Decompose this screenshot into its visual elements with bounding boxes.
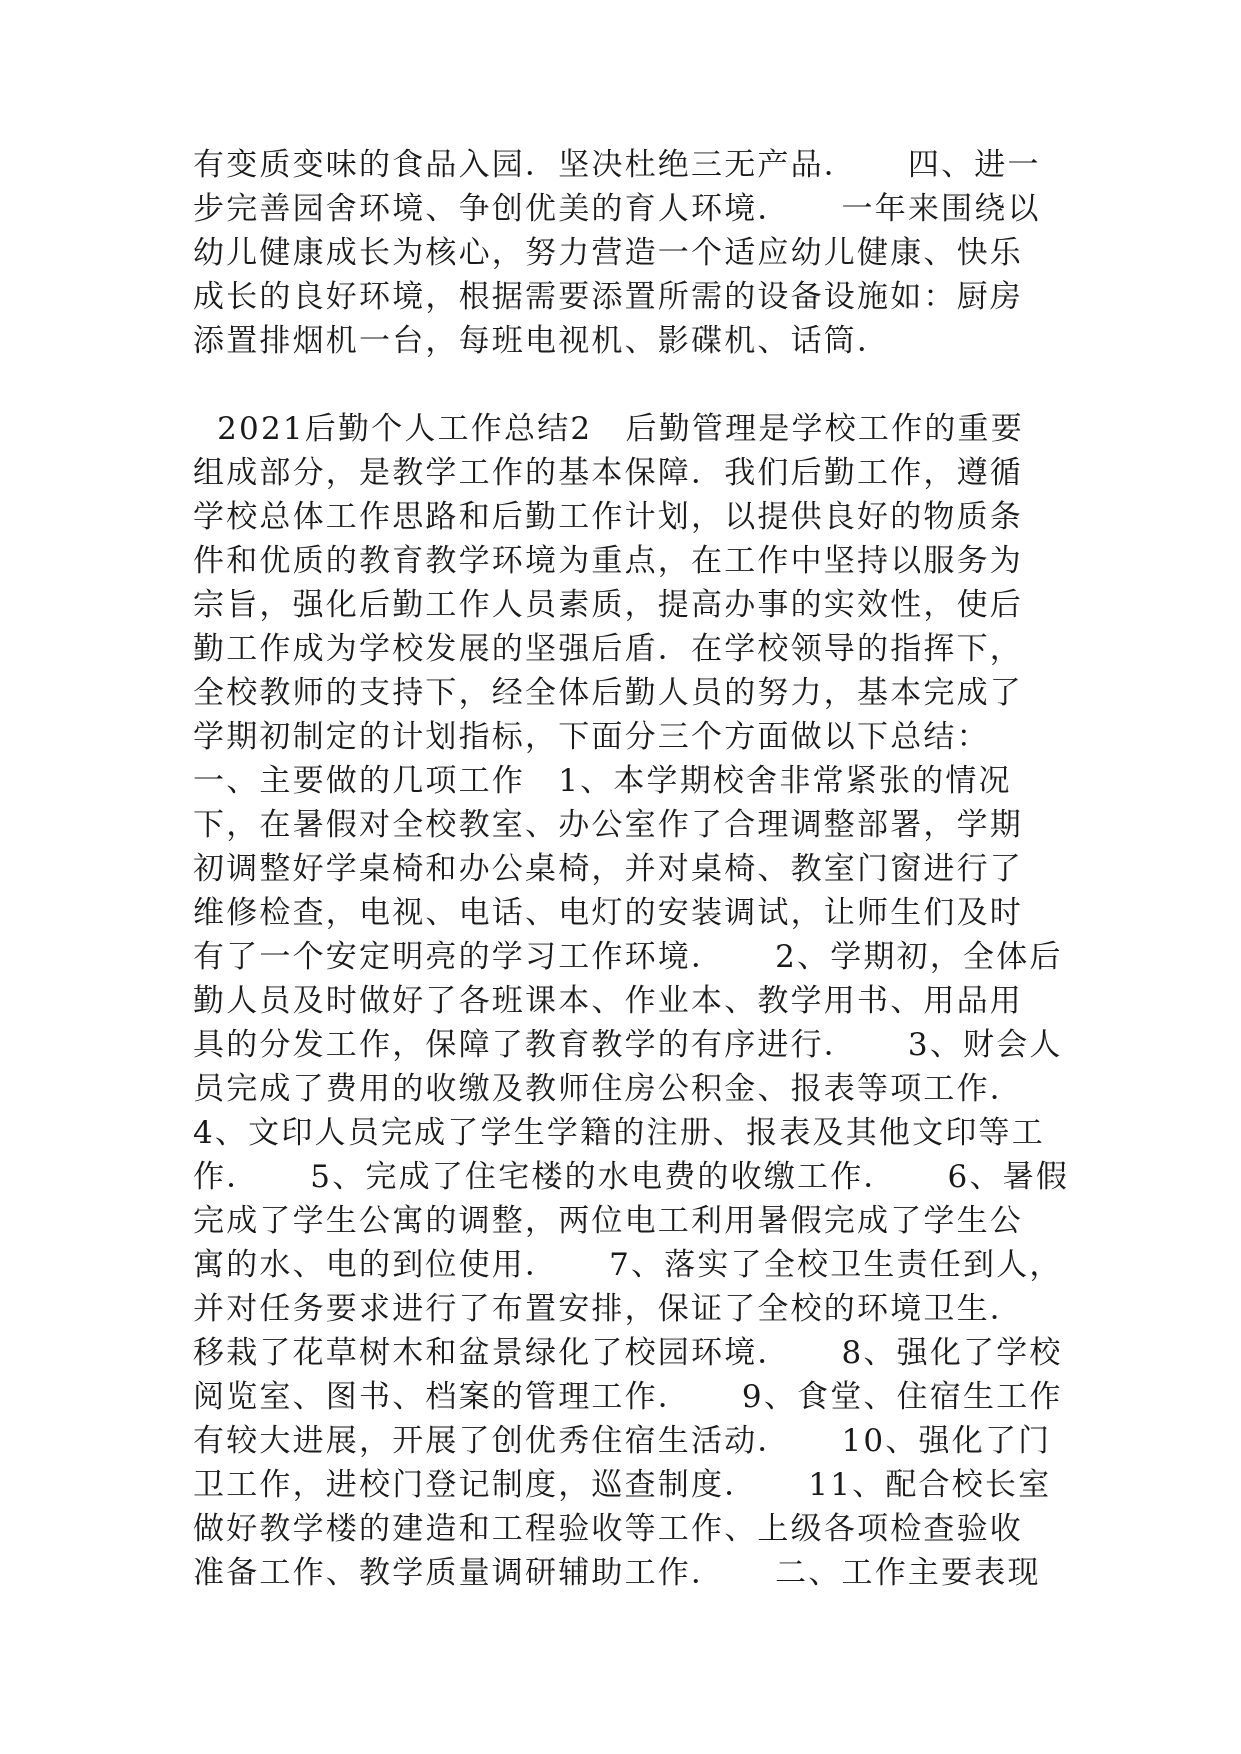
text-line: 件和优质的教育教学环境为重点，在工作中坚持以服务为	[193, 543, 1023, 579]
text-line: 移栽了花草树木和盆景绿化了校园环境． 8、强化了学校	[193, 1335, 1063, 1371]
paragraph-2	[193, 407, 1070, 1595]
text-line: 全校教师的支持下，经全体后勤人员的努力，基本完成了	[193, 675, 1023, 711]
text-line: 具的分发工作，保障了教育教学的有序进行． 3、财会人	[193, 1027, 1063, 1063]
text-line: 学期初制定的计划指标，下面分三个方面做以下总结：	[193, 719, 990, 755]
text-line: 员完成了费用的收缴及教师住房公积金、报表等项工作．	[193, 1071, 1023, 1107]
text-line: 一、主要做的几项工作 1、本学期校舍非常紧张的情况	[193, 763, 1012, 799]
text-line: 有较大进展，开展了创优秀住宿生活动． 10、强化了门	[193, 1423, 1052, 1459]
text-line: 学校总体工作思路和后勤工作计划，以提供良好的物质条	[193, 499, 1023, 535]
text-line: 宗旨，强化后勤工作人员素质，提高办事的实效性，使后	[193, 587, 1023, 623]
text-line: 组成部分，是教学工作的基本保障．我们后勤工作，遵循	[193, 455, 1023, 491]
text-line: 有变质变味的食品入园．坚决杜绝三无产品． 四、进一	[193, 147, 1041, 183]
text-line: 添置排烟机一台，每班电视机、影碟机、话筒．	[193, 323, 891, 359]
text-line: 做好教学楼的建造和工程验收等工作、上级各项检查验收	[193, 1511, 1023, 1547]
text-line: 并对任务要求进行了布置安排，保证了全校的环境卫生．	[193, 1291, 1023, 1327]
text-line: 下，在暑假对全校教室、办公室作了合理调整部署，学期	[193, 807, 1023, 843]
text-line: 初调整好学桌椅和办公桌椅，并对桌椅、教室门窗进行了	[193, 851, 1023, 887]
text-line: 准备工作、教学质量调研辅助工作． 二、工作主要表现	[193, 1555, 1041, 1591]
text-line: 4、文印人员完成了学生学籍的注册、报表及其他文印等工	[193, 1115, 1045, 1151]
text-line: 成长的良好环境，根据需要添置所需的设备设施如：厨房	[193, 279, 1023, 315]
text-line: 幼儿健康成长为核心，努力营造一个适应幼儿健康、快乐	[193, 235, 1023, 271]
text-line: 2021后勤个人工作总结2 后勤管理是学校工作的重要	[193, 411, 1024, 447]
text-line: 有了一个安定明亮的学习工作环境． 2、学期初，全体后	[193, 939, 1063, 975]
text-line: 勤人员及时做好了各班课本、作业本、教学用书、用品用	[193, 983, 1023, 1019]
text-line: 寓的水、电的到位使用． 7、落实了全校卫生责任到人，	[193, 1247, 1063, 1283]
text-line: 卫工作，进校门登记制度，巡查制度． 11、配合校长室	[193, 1467, 1052, 1503]
paragraph-1	[193, 143, 1053, 363]
text-line: 勤工作成为学校发展的坚强后盾．在学校领导的指挥下，	[193, 631, 1023, 667]
text-line: 完成了学生公寓的调整，两位电工利用暑假完成了学生公	[193, 1203, 1023, 1239]
text-line: 维修检查，电视、电话、电灯的安装调试，让师生们及时	[193, 895, 1023, 931]
text-line: 作． 5、完成了住宅楼的水电费的收缴工作． 6、暑假	[193, 1159, 1070, 1195]
text-line: 阅览室、图书、档案的管理工作． 9、食堂、住宿生工作	[193, 1379, 1063, 1415]
text-line: 步完善园舍环境、争创优美的育人环境． 一年来围绕以	[193, 191, 1041, 227]
